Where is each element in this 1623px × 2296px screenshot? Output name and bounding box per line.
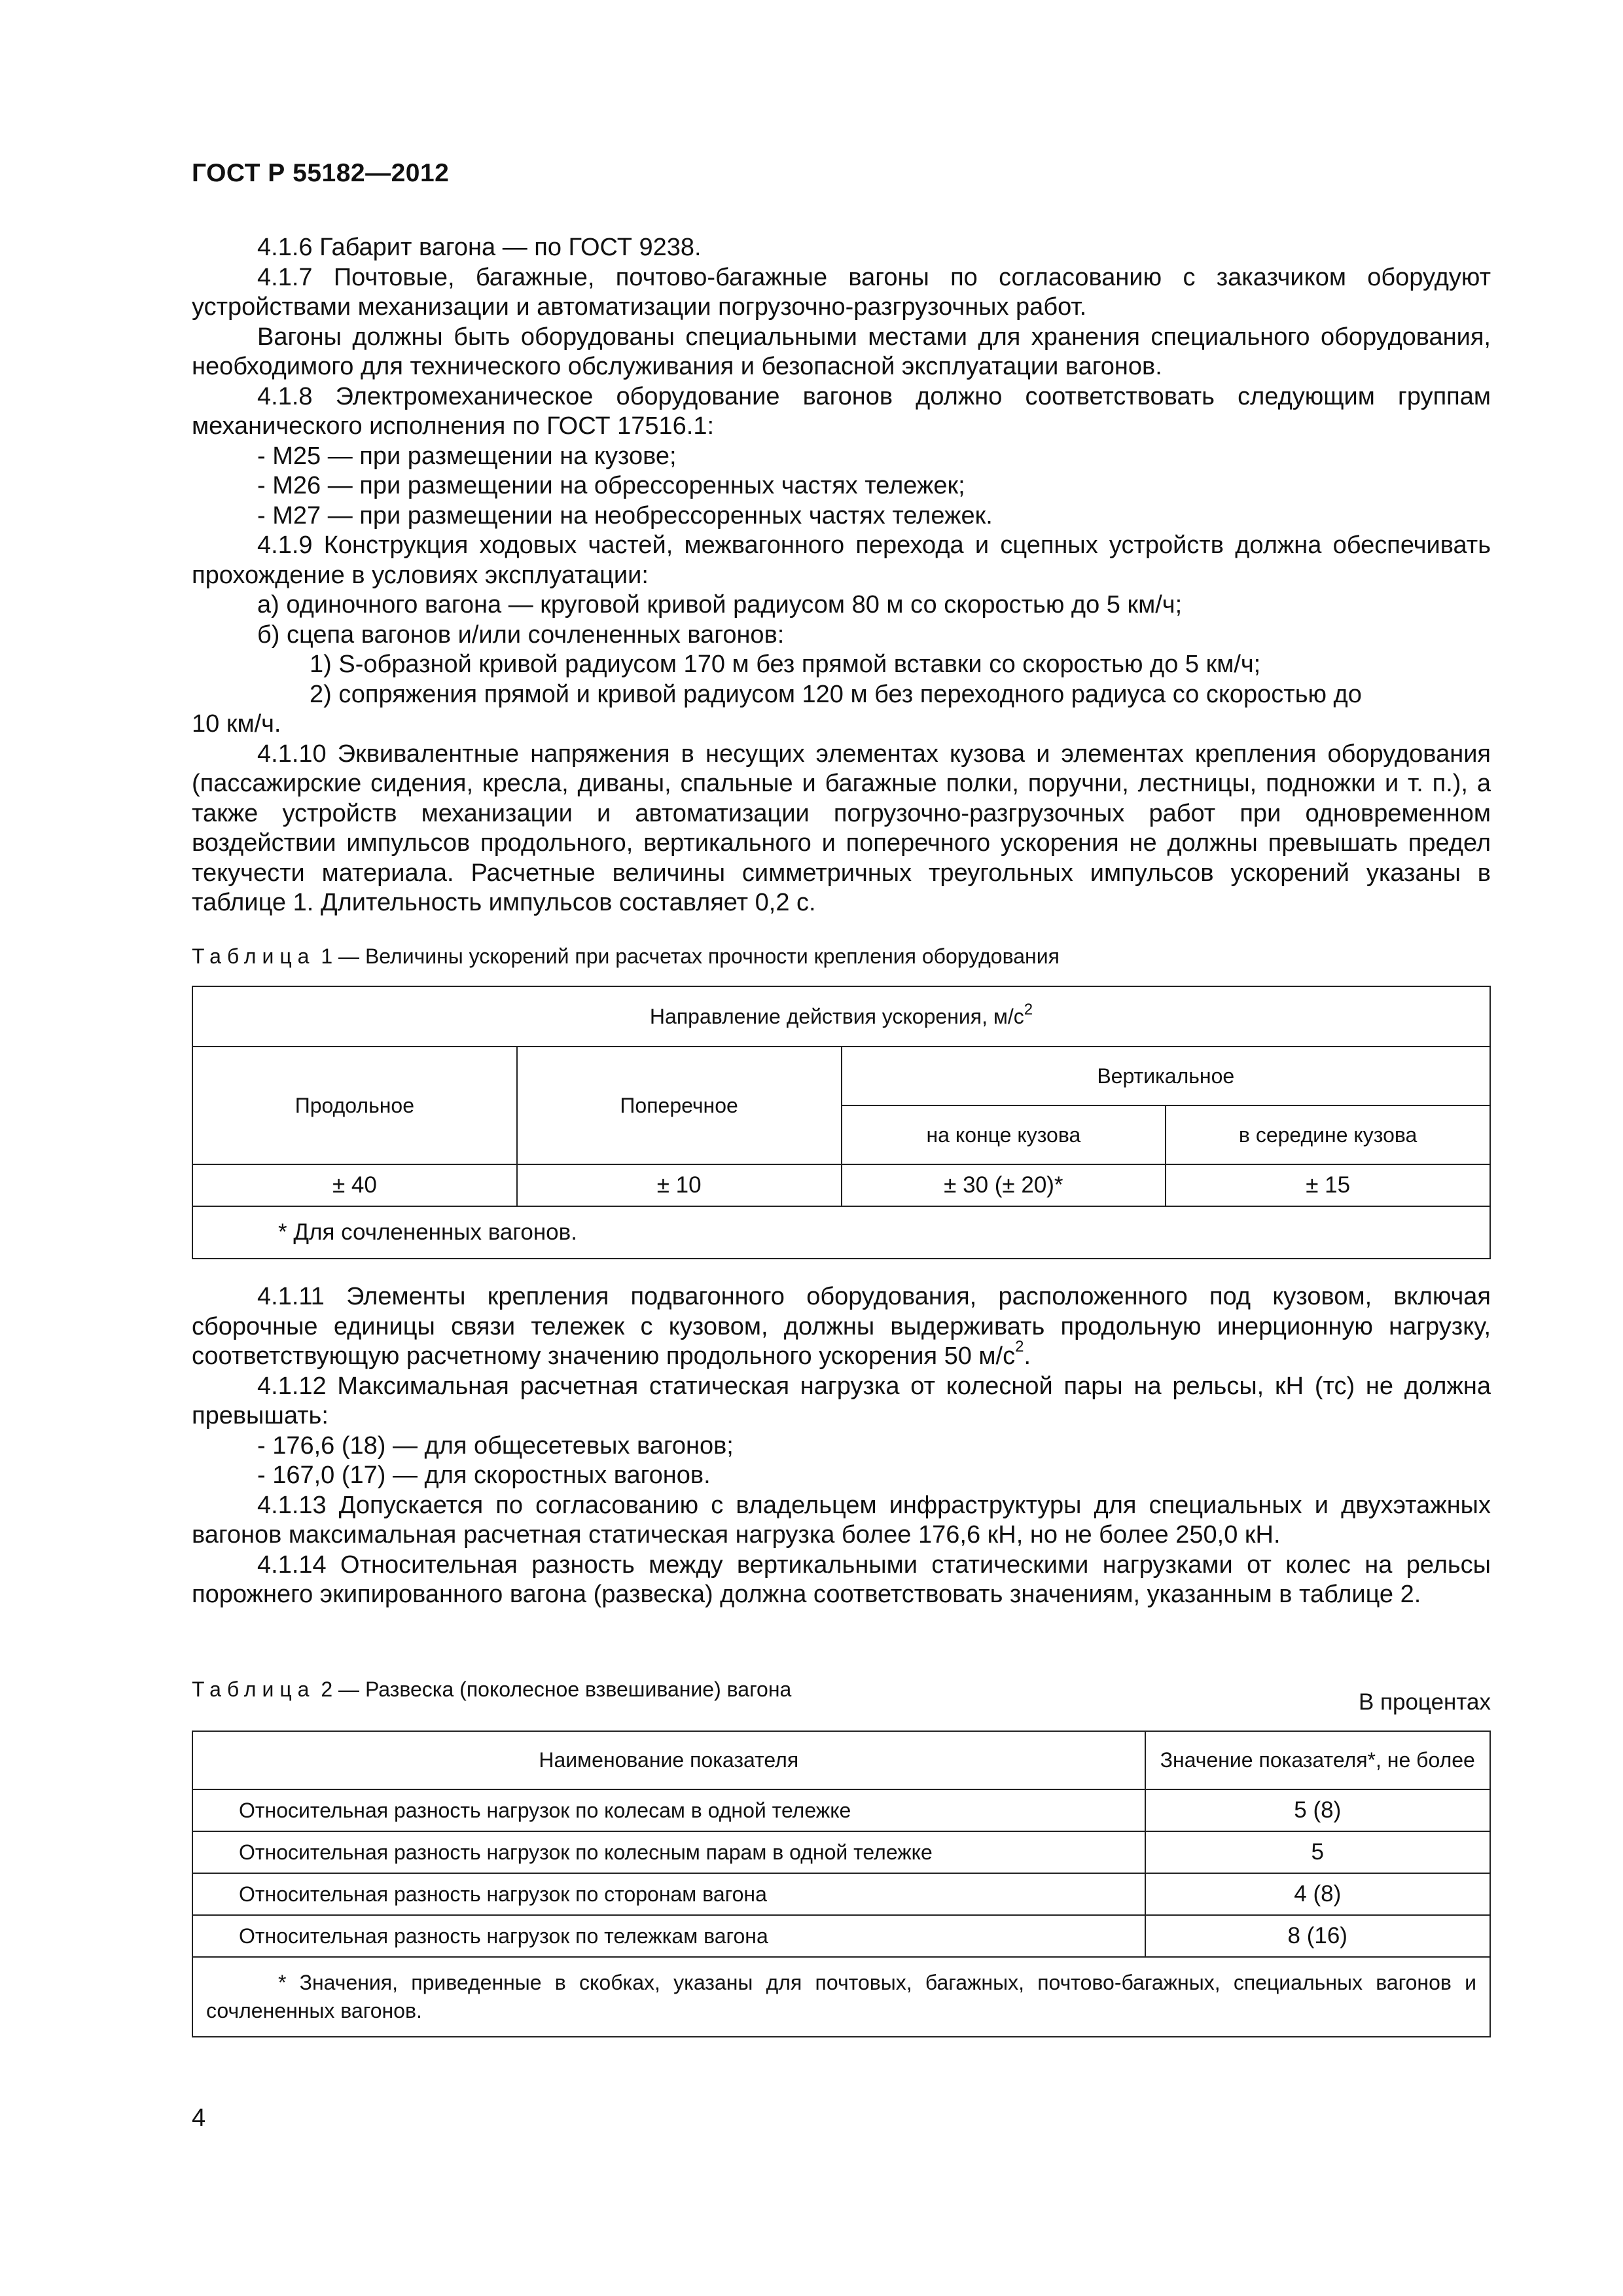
table-1-caption-word: Таблица (192, 944, 315, 968)
section-4-1-text-continued (192, 1282, 1491, 1610)
table-2-row-value: 5 (8) (1145, 1789, 1490, 1831)
table-2-row-value: 5 (1145, 1831, 1490, 1873)
table-1-col-vertical-mid: в середине кузова (1166, 1105, 1490, 1164)
table-1-col-vertical-end: на конце кузова (842, 1105, 1166, 1164)
table-1-values-row (192, 1164, 1490, 1206)
paragraph-4-1-7-storage: Вагоны должны быть оборудованы специальными местами для хранения специального оборудования, необходимого для технического обслуживания и безопасной эксплуатации вагонов. (192, 323, 1491, 380)
paragraph-4-1-11-end: . (1024, 1342, 1031, 1370)
table-1-footnote: * Для сочлененных вагонов. (192, 1206, 1490, 1259)
list-item-b1: 1) S-образной кривой радиусом 170 м без прямой вставки со скоростью до 5 км/ч; (310, 651, 1261, 678)
page-number: 4 (192, 2104, 206, 2132)
table-2-caption (192, 1677, 791, 1702)
table-1-value: ± 40 (192, 1164, 517, 1206)
list-item-a: а) одиночного вагона — круговой кривой радиусом 80 м со скоростью до 5 км/ч; (257, 591, 1183, 619)
list-item-m26: - М26 — при размещении на обрессоренных частях тележек; (257, 472, 965, 499)
table-1-col-transverse: Поперечное (517, 1047, 842, 1164)
table-2-row-name: Относительная разность нагрузок по сторонам вагона (192, 1873, 1145, 1915)
paragraph-4-1-11-text: 4.1.11 Элементы крепления подвагонного оборудования, расположенного под кузовом, включая сборочные единицы связи тележек с кузовом, должны выдерживать продольную инерционную нагрузку, соответствующую расчетному значению продольного ускорения 50 м/с (192, 1283, 1491, 1370)
table-1 (192, 986, 1491, 1259)
table-2-col-name: Наименование показателя (192, 1731, 1145, 1789)
paragraph-4-1-7: 4.1.7 Почтовые, багажные, почтово-багажные вагоны по согласованию с заказчиком оборудуют устройствами механизации и автоматизации погрузочно-разгрузочных работ. (192, 263, 1491, 321)
table-2-caption-text: 2 — Развеска (поколесное взвешивание) вагона (315, 1677, 792, 1701)
table-1-caption (192, 944, 1060, 969)
table-1-header-main (192, 986, 1490, 1047)
paragraph-4-1-12: 4.1.12 Максимальная расчетная статическая нагрузка от колесной пары на рельсы, кН (тс) не должна превышать: (192, 1372, 1491, 1429)
paragraph-4-1-9: 4.1.9 Конструкция ходовых частей, межвагонного перехода и сцепных устройств должна обеспечивать прохождение в условиях эксплуатации: (192, 531, 1491, 589)
table-row (192, 1873, 1490, 1915)
paragraph-4-1-13: 4.1.13 Допускается по согласованию с владельцем инфраструктуры для специальных и двухэтажных вагонов максимальная расчетная статическая нагрузка более 176,6 кН, но не более 250,0 кН. (192, 1491, 1491, 1549)
paragraph-4-1-10: 4.1.10 Эквивалентные напряжения в несущих элементах кузова и элементах крепления оборудования (пассажирские сидения, кресла, диваны, спальные и багажные полки, поручни, лестницы, подножки и т. п.), а также устройств механизации и автоматизации погрузочно-разгрузочных работ при одновременном воздействии импульсов продольного, вертикального и поперечного ускорения не должны превышать предел текучести материала. Расчетные величины симметричных треугольных импульсов ускорений указаны в таблице 1. Длительность импульсов составляет 0,2 с. (192, 740, 1491, 916)
table-2-row-value: 8 (16) (1145, 1915, 1490, 1957)
list-item-167: - 167,0 (17) — для скоростных вагонов. (257, 1462, 711, 1489)
list-item-m25: - М25 — при размещении на кузове; (257, 442, 677, 470)
paragraph-4-1-6: 4.1.6 Габарит вагона — по ГОСТ 9238. (257, 234, 702, 261)
table-row (192, 1831, 1490, 1873)
table-1-col-vertical: Вертикальное (842, 1047, 1491, 1105)
paragraph-4-1-11-sup: 2 (1015, 1338, 1024, 1355)
table-2-footnote: * Значения, приведенные в скобках, указаны для почтовых, багажных, почтово-багажных, специальных вагонов и сочлененных вагонов. (192, 1957, 1490, 2037)
table-1-col-longitudinal: Продольное (192, 1047, 517, 1164)
list-item-176: - 176,6 (18) — для общесетевых вагонов; (257, 1431, 734, 1460)
table-1-header-main-text: Направление действия ускорения, м/с (649, 1004, 1024, 1028)
paragraph-4-1-11 (192, 1282, 1491, 1372)
table-2 (192, 1731, 1491, 2037)
table-2-row-name: Относительная разность нагрузок по тележкам вагона (192, 1915, 1145, 1957)
table-2-unit-note: В процентах (1358, 1689, 1491, 1715)
table-1-value: ± 15 (1166, 1164, 1490, 1206)
table-1-value: ± 10 (517, 1164, 842, 1206)
list-item-b: б) сцепа вагонов и/или сочлененных вагонов: (257, 620, 785, 649)
document-header: ГОСТ Р 55182—2012 (192, 159, 450, 187)
list-item-m27: - М27 — при размещении на необрессоренных частях тележек. (257, 501, 993, 529)
table-2-caption-word: Таблица (192, 1677, 315, 1701)
table-2-row-name: Относительная разность нагрузок по колесам в одной тележке (192, 1789, 1145, 1831)
table-2-col-value: Значение показателя*, не более (1145, 1731, 1490, 1789)
paragraph-4-1-8: 4.1.8 Электромеханическое оборудование вагонов должно соответствовать следующим группам механического исполнения по ГОСТ 17516.1: (192, 382, 1491, 440)
table-1-caption-text: 1 — Величины ускорений при расчетах прочности крепления оборудования (315, 944, 1060, 968)
section-4-1-text (192, 233, 1491, 918)
table-row (192, 1789, 1490, 1831)
list-item-b2-continuation: 10 км/ч. (192, 710, 281, 738)
table-row (192, 1915, 1490, 1957)
table-2-row-name: Относительная разность нагрузок по колесным парам в одной тележке (192, 1831, 1145, 1873)
paragraph-4-1-14: 4.1.14 Относительная разность между вертикальными статическими нагрузками от колес на рельсы порожнего экипированного вагона (развеска) должна соответствовать значениям, указанным в таблице 2. (192, 1551, 1491, 1608)
table-2-row-value: 4 (8) (1145, 1873, 1490, 1915)
table-1-value: ± 30 (± 20)* (842, 1164, 1166, 1206)
list-item-b2: 2) сопряжения прямой и кривой радиусом 120 м без переходного радиуса со скоростью до (310, 680, 1362, 708)
table-1-header-sup: 2 (1024, 1000, 1033, 1018)
